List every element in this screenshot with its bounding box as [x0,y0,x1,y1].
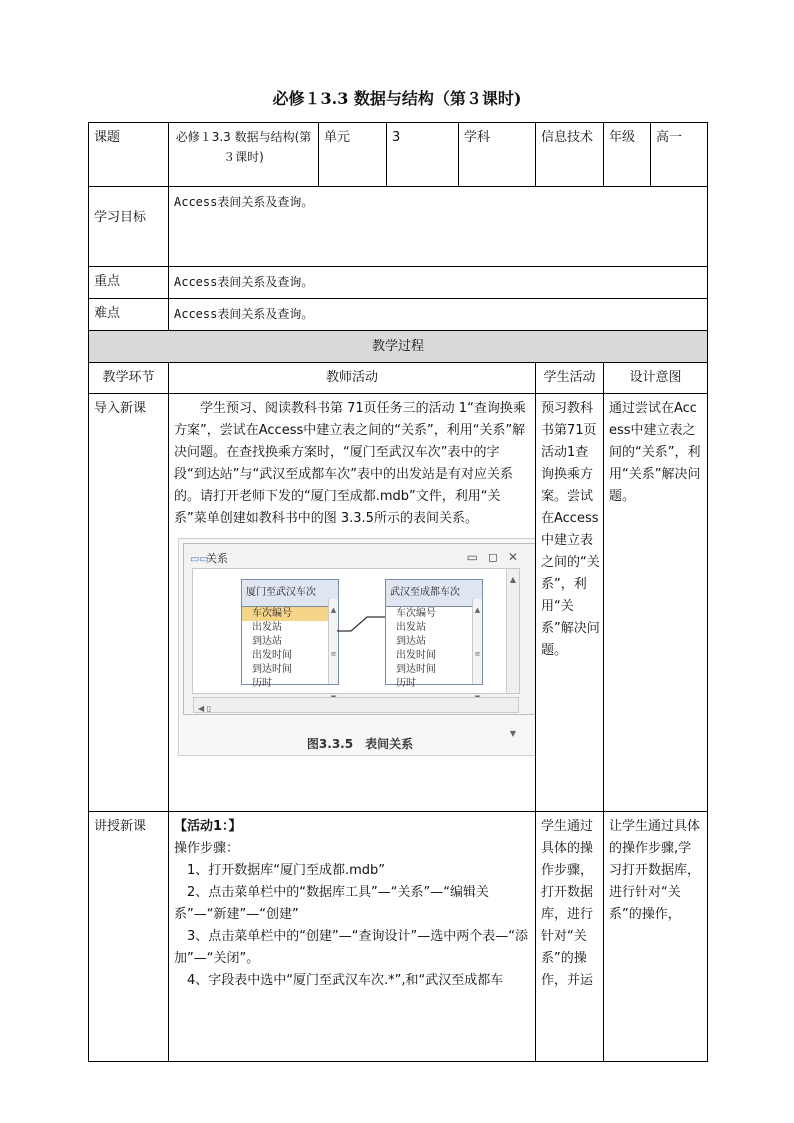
col-student: 学生活动 [536,363,604,394]
intro-teacher-text: 学生预习、阅读教科书第 71页任务三的活动 1“查询换乘方案”，尝试在Access中建立表之间的“关系”，利用“关系”解决问题。在查找换乘方案时，“厦门至武汉车次”表中的字段“到达站”与“武汉至成都车次”表中的出发站是有对应关系的。请打开老师下发的“厦门至成都.mdb”文件，利用“关系”菜单创建如教科书中的图 3.3.5所示的表间关系。 [174,401,526,526]
table-2-scrollbar: ▲ ≡ [472,599,482,684]
table-1-field: 出发站 [252,622,282,633]
intro-row [89,394,708,812]
table-box-2 [385,579,483,689]
table-2-field: 历时 [396,678,416,689]
figure-caption: 图3.3.5 表间关系 [306,737,414,751]
grade-label: 年级 [604,123,651,187]
key-point-label: 重点 [89,267,169,299]
goals-value: Access表间关系及查询。 [169,187,708,267]
step-1: 1、打开数据库“厦门至成都.mdb” [187,863,386,878]
unit-label: 单元 [319,123,387,187]
goals-label: 学习目标 [89,187,169,267]
col-intent: 设计意图 [604,363,708,394]
step-2: 2、点击菜单栏中的“数据库工具”—“关系”—“编辑关系”—“新建”—“创建” [174,885,489,922]
table-2-field: 出发站 [396,622,426,633]
intro-teacher [169,394,536,812]
unit-value: 3 [387,123,459,187]
lecture-intent: 让学生通过具体的操作步骤,学习打开数据库，进行针对“关系”的操作， [604,812,708,1062]
window-title-text: 关系 [206,552,228,565]
lecture-row [89,812,708,1062]
table-2-field: 到达时间 [396,664,436,675]
table-1-field: 到达时间 [252,664,292,675]
close-icon: ✕ [507,550,528,564]
table-1-field: 到达站 [252,636,282,647]
table-1-field: 出发时间 [252,650,292,661]
subject-label: 学科 [459,123,536,187]
window-buttons [467,546,528,568]
lesson-plan-table [88,122,708,1062]
page-title: 必修１3.3 数据与结构（第３课时) [272,89,522,108]
col-teacher: 教师活动 [169,363,536,394]
table-2-name: 武汉至成都车次 [386,580,482,607]
relationship-pane [192,568,520,738]
intro-intent: 通过尝试在Access中建立表之间的“关系”，利用“关系”解决问题。 [604,394,708,812]
subject-value: 信息技术 [536,123,604,187]
header-row [89,123,708,187]
table-2-field: 出发时间 [396,650,436,661]
intro-student: 预习教科书第71页活动1查询换乘方案。尝试在Access中建立表之间的“关系”，利用“关系”解决问题。 [536,394,604,812]
difficulty-label: 难点 [89,299,169,331]
maximize-icon: ◻ [487,550,508,564]
difficulty-row [89,299,708,331]
goals-row [89,187,708,267]
relationship-line [337,613,385,633]
grade-value: 高一 [651,123,708,187]
key-point-value: Access表间关系及查询。 [169,267,708,299]
step-3: 3、点击菜单栏中的“创建”—“查询设计”—选中两个表—“添加”—“关闭”。 [174,929,528,966]
lecture-stage: 讲授新课 [89,812,169,1062]
step-4: 4、字段表中选中“厦门至武汉车次.*”,和“武汉至成都车 [187,973,504,988]
table-1-field: 历时 [252,678,272,689]
activity-title: 【活动1：】 [174,819,242,834]
topic-label: 课题 [89,123,169,187]
pane-horizontal-scrollbar: ◀ ▯ [193,697,519,713]
relationship-icon: ▭▭ [190,554,209,565]
table-1-name: 厦门至武汉车次 [242,580,338,607]
table-2-field-key: 车次编号 [396,608,436,619]
process-header-row [89,331,708,363]
table-2-field: 到达站 [396,636,426,647]
minimize-icon: ▭ [466,550,488,564]
lecture-teacher [169,812,536,1062]
table-box-1 [241,579,339,689]
relationship-window [183,543,536,738]
relationship-figure [178,538,536,756]
key-point-row [89,267,708,299]
topic-value: 必修１3.3 数据与结构(第３课时) [169,123,319,187]
pane-vertical-scrollbar: ▲ ▼ [506,569,519,693]
steps-label: 操作步骤： [174,841,240,856]
col-stage: 教学环节 [89,363,169,394]
intro-stage: 导入新课 [89,394,169,812]
lecture-student: 学生通过具体的操作步骤，打开数据库，进行针对“关系”的操作，并运 [536,812,604,1062]
column-header-row [89,363,708,394]
table-1-field-key: 车次编号 [242,607,338,621]
process-header: 教学过程 [89,331,708,363]
difficulty-value: Access表间关系及查询。 [169,299,708,331]
table-1-scrollbar: ▲ ≡ [328,599,338,684]
